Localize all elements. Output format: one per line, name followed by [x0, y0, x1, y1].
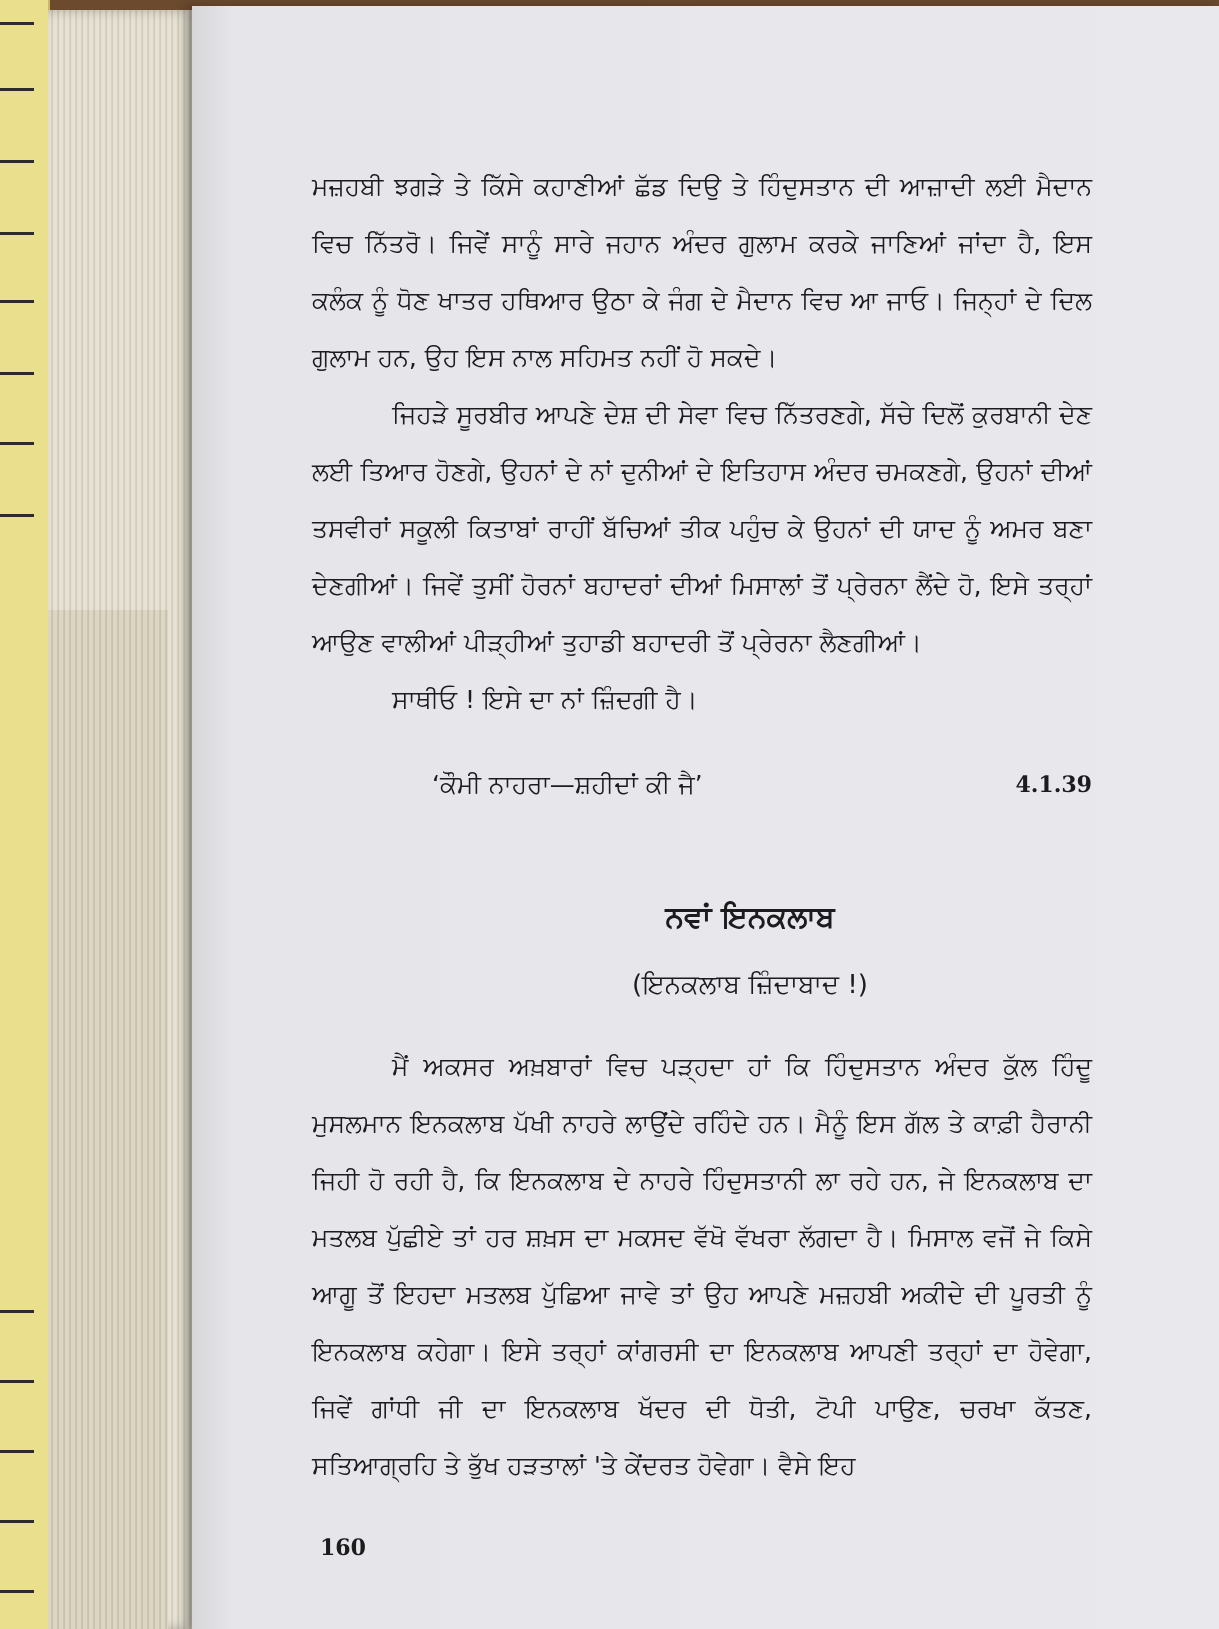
notebook-rule	[0, 232, 34, 235]
slogan: ‘ਕੌਮੀ ਨਾਹਰਾ—ਸ਼ਹੀਦਾਂ ਕੀ ਜੈ’	[432, 770, 703, 799]
paragraph-3: ਸਾਥੀਓ ! ਇਸੇ ਦਾ ਨਾਂ ਜ਼ਿੰਦਗੀ ਹੈ।	[392, 685, 698, 714]
notebook-rule	[0, 1520, 34, 1523]
notebook-rule	[0, 160, 34, 163]
paragraph-2: ਜਿਹੜੇ ਸੂਰਬੀਰ ਆਪਣੇ ਦੇਸ਼ ਦੀ ਸੇਵਾ ਵਿਚ ਨਿੱਤਰਣਗੇ, ਸੱਚੇ ਦਿਲੋਂ ਕੁਰਬਾਨੀ ਦੇਣ ਲਈ ਤਿਆਰ ਹੋਣਗੇ, ਉਹਨਾਂ ਦੇ ਨਾਂ ਦੁਨੀਆਂ ਦੇ ਇਤਿਹਾਸ ਅੰਦਰ ਚਮਕਣਗੇ, ਉਹਨਾਂ ਦੀਆਂ ਤਸਵੀਰਾਂ ਸਕੂਲੀ ਕਿਤਾਬਾਂ ਰਾਹੀਂ ਬੱਚਿਆਂ ਤੀਕ ਪਹੁੰਚ ਕੇ ਉਹਨਾਂ ਦੀ ਯਾਦ ਨੂੰ ਅਮਰ ਬਣਾ ਦੇਣਗੀਆਂ। ਜਿਵੇਂ ਤੁਸੀਂ ਹੋਰਨਾਂ ਬਹਾਦਰਾਂ ਦੀਆਂ ਮਿਸਾਲਾਂ ਤੋਂ ਪ੍ਰੇਰਨਾ ਲੈਂਦੇ ਹੋ, ਇਸੇ ਤਰ੍ਹਾਂ ਆਉਣ ਵਾਲੀਆਂ ਪੀੜ੍ਹੀਆਂ ਤੁਹਾਡੀ ਬਹਾਦਰੀ ਤੋਂ ਪ੍ਰੇਰਨਾ ਲੈਣਗੀਆਂ।	[312, 400, 1092, 657]
notebook-rule	[0, 372, 34, 375]
text-block-bottom	[312, 1038, 1092, 1494]
notebook-rule	[0, 1380, 34, 1383]
notebook-rule	[0, 1450, 34, 1453]
section-title: ਨਵਾਂ ਇਨਕਲਾਬ	[665, 900, 835, 935]
slogan-line	[432, 770, 1092, 800]
paragraph-1: ਮਜ਼ਹਬੀ ਝਗੜੇ ਤੇ ਕਿੱਸੇ ਕਹਾਣੀਆਂ ਛੱਡ ਦਿਉ ਤੇ ਹਿੰਦੁਸਤਾਨ ਦੀ ਆਜ਼ਾਦੀ ਲਈ ਮੈਦਾਨ ਵਿਚ ਨਿੱਤਰੋ। ਜਿਵੇਂ ਸਾਨੂੰ ਸਾਰੇ ਜਹਾਨ ਅੰਦਰ ਗੁਲਾਮ ਕਰਕੇ ਜਾਣਿਆਂ ਜਾਂਦਾ ਹੈ, ਇਸ ਕਲੰਕ ਨੂੰ ਧੋਣ ਖਾਤਰ ਹਥਿਆਰ ਉਠਾ ਕੇ ਜੰਗ ਦੇ ਮੈਦਾਨ ਵਿਚ ਆ ਜਾਓ। ਜਿਨ੍ਹਾਂ ਦੇ ਦਿਲ ਗੁਲਾਮ ਹਨ, ਉਹ ਇਸ ਨਾਲ ਸਹਿਮਤ ਨਹੀਂ ਹੋ ਸਕਦੇ।	[312, 172, 1092, 372]
text-block-top	[312, 158, 1092, 728]
notebook-rule	[0, 514, 34, 517]
paragraph-4: ਮੈਂ ਅਕਸਰ ਅਖ਼ਬਾਰਾਂ ਵਿਚ ਪੜ੍ਹਦਾ ਹਾਂ ਕਿ ਹਿੰਦੁਸਤਾਨ ਅੰਦਰ ਕੁੱਲ ਹਿੰਦੂ ਮੁਸਲਮਾਨ ਇਨਕਲਾਬ ਪੱਖੀ ਨਾਹਰੇ ਲਾਉਂਦੇ ਰਹਿੰਦੇ ਹਨ। ਮੈਨੂੰ ਇਸ ਗੱਲ ਤੇ ਕਾਫ਼ੀ ਹੈਰਾਨੀ ਜਿਹੀ ਹੋ ਰਹੀ ਹੈ, ਕਿ ਇਨਕਲਾਬ ਦੇ ਨਾਹਰੇ ਹਿੰਦੁਸਤਾਨੀ ਲਾ ਰਹੇ ਹਨ, ਜੇ ਇਨਕਲਾਬ ਦਾ ਮਤਲਬ ਪੁੱਛੀਏ ਤਾਂ ਹਰ ਸ਼ਖ਼ਸ ਦਾ ਮਕਸਦ ਵੱਖੋ ਵੱਖਰਾ ਲੱਗਦਾ ਹੈ। ਮਿਸਾਲ ਵਜੋਂ ਜੇ ਕਿਸੇ ਆਗੂ ਤੋਂ ਇਹਦਾ ਮਤਲਬ ਪੁੱਛਿਆ ਜਾਵੇ ਤਾਂ ਉਹ ਆਪਣੇ ਮਜ਼ਹਬੀ ਅਕੀਦੇ ਦੀ ਪੂਰਤੀ ਨੂੰ ਇਨਕਲਾਬ ਕਹੇਗਾ। ਇਸੇ ਤਰ੍ਹਾਂ ਕਾਂਗਰਸੀ ਦਾ ਇਨਕਲਾਬ ਆਪਣੀ ਤਰ੍ਹਾਂ ਦਾ ਹੋਵੇਗਾ, ਜਿਵੇਂ ਗਾਂਧੀ ਜੀ ਦਾ ਇਨਕਲਾਬ ਖੱਦਰ ਦੀ ਧੋਤੀ, ਟੋਪੀ ਪਾਉਣ, ਚਰਖਾ ਕੱਤਣ, ਸਤਿਆਗ੍ਰਹਿ ਤੇ ਭੁੱਖ ਹੜਤਾਲਾਂ 'ਤੇ ਕੇਂਦਰਤ ਹੋਵੇਗਾ। ਵੈਸੇ ਇਹ	[312, 1052, 1092, 1480]
notebook-rule	[0, 1310, 34, 1313]
notebook-rule	[0, 88, 34, 91]
notebook-rule	[0, 300, 34, 303]
notebook-rule	[0, 1590, 34, 1593]
notebook-rule	[0, 442, 34, 445]
page-stack-edges-lower	[48, 610, 168, 1629]
page-number: 160	[320, 1535, 366, 1561]
section-subtitle: (ਇਨਕਲਾਬ ਜ਼ਿੰਦਾਬਾਦ !)	[632, 970, 868, 1000]
date: 4.1.39	[1015, 772, 1092, 798]
notebook-rule	[0, 22, 34, 25]
notebook-strip	[0, 0, 50, 1629]
